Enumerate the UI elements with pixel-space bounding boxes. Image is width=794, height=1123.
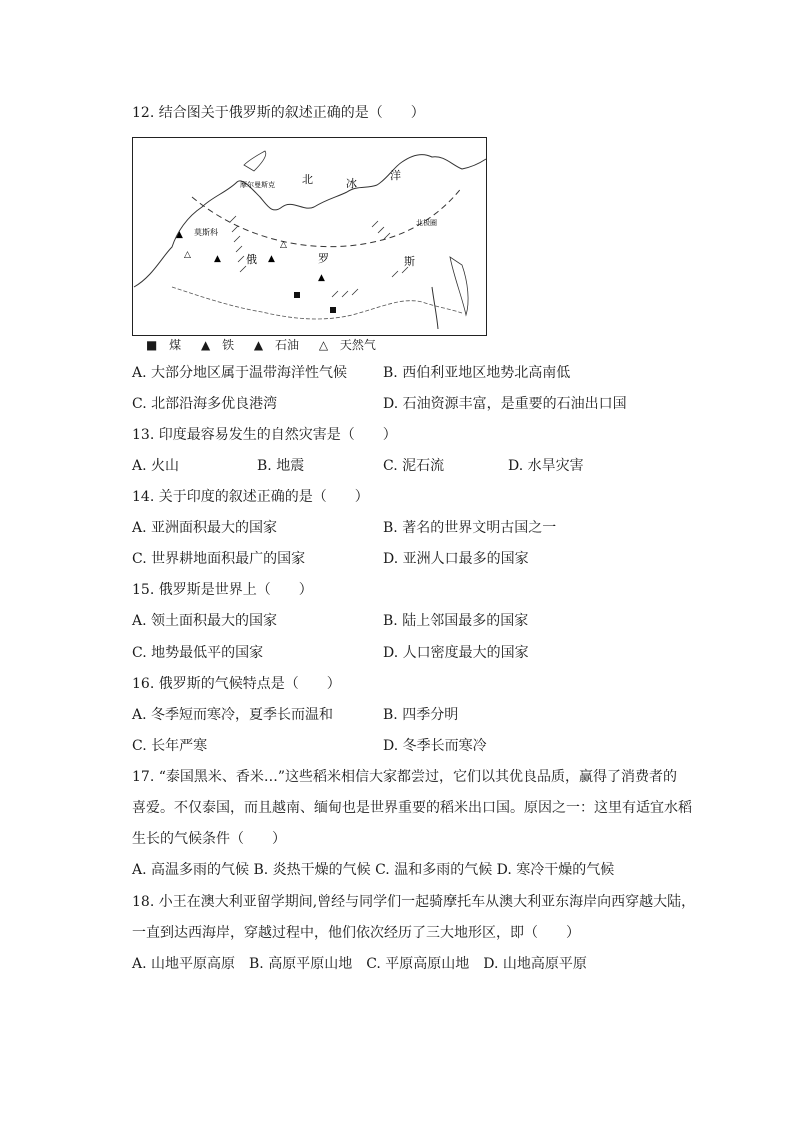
question-14-stem: 14. 关于印度的叙述正确的是（ ） [132,489,369,505]
q16-option-b[interactable]: B. 四季分明 [383,707,459,723]
question-12-stem: 12. 结合图关于俄罗斯的叙述正确的是（ ） [132,105,425,121]
oil-symbol: ▲ [268,254,275,264]
q12-option-d[interactable]: D. 石油资源丰富，是重要的石油出口国 [383,396,627,412]
gas-symbol: △ [184,250,191,260]
q14-option-a[interactable]: A. 亚洲面积最大的国家 [132,520,278,536]
legend-coal: ■ 煤 [146,338,182,352]
question-15-stem: 15. 俄罗斯是世界上（ ） [132,582,313,598]
map-label-e: 俄 [246,253,257,266]
question-13-stem: 13. 印度最容易发生的自然灾害是（ ） [132,427,397,443]
q17-options[interactable]: A. 高温多雨的气候 B. 炎热干燥的气候 C. 温和多雨的气候 D. 寒冷干燥的气候 [132,862,615,878]
question-17-line-3: 生长的气候条件（ ） [132,831,286,847]
q14-option-d[interactable]: D. 亚洲人口最多的国家 [383,551,529,567]
coal-symbol [294,292,300,298]
oil-symbol: ▲ [318,273,325,283]
question-16-stem: 16. 俄罗斯的气候特点是（ ） [132,676,341,692]
coal-symbol [330,307,336,313]
map-label-ocean: 洋 [390,169,401,182]
q13-option-d[interactable]: D. 水旱灾害 [508,458,584,474]
q12-option-c[interactable]: C. 北部沿海多优良港湾 [132,396,278,412]
q13-option-a[interactable]: A. 火山 [132,458,180,474]
oil-symbol: ▲ [214,254,221,264]
question-17-line-2: 喜爱。不仅泰国，而且越南、缅甸也是世界重要的稻米出口国。原因之一：这里有适宜水稻 [132,800,692,816]
russia-map [132,137,487,336]
map-label-luo: 罗 [318,252,329,265]
question-17-line-1: 17. “泰国黑米、香米…”这些稻米相信大家都尝过，它们以其优良品质，赢得了消费者的 [132,769,678,785]
q16-option-a[interactable]: A. 冬季短而寒冷，夏季长而温和 [132,707,334,723]
q13-option-b[interactable]: B. 地震 [257,458,305,474]
map-label-murmansk: 摩尔曼斯克 [240,181,275,189]
question-18-line-2: 一直到达西海岸，穿越过程中，他们依次经历了三大地形区，即（ ） [132,925,580,941]
map-label-ice: 冰 [346,177,357,190]
gas-triangle-icon: △ [318,338,329,352]
coal-square-icon: ■ [146,338,158,352]
q12-option-b[interactable]: B. 西伯利亚地区地势北高南低 [383,365,571,381]
q15-option-b[interactable]: B. 陆上邻国最多的国家 [383,613,529,629]
iron-triangle-icon: ▲ [201,338,211,352]
q15-option-d[interactable]: D. 人口密度最大的国家 [383,645,529,661]
q15-option-c[interactable]: C. 地势最低平的国家 [132,645,264,661]
map-label-si: 斯 [404,255,415,268]
map-label-arctic-circle: 北极圈 [416,219,437,227]
map-label-north: 北 [302,173,313,186]
q13-option-c[interactable]: C. 泥石流 [383,458,445,474]
q18-options[interactable]: A. 山地平原高原 B. 高原平原山地 C. 平原高原山地 D. 山地高原平原 [132,956,587,972]
legend-oil: ▲ 石油 [253,338,299,352]
q14-option-b[interactable]: B. 著名的世界文明古国之一 [383,520,557,536]
map-legend [146,337,392,353]
q16-option-c[interactable]: C. 长年严寒 [132,738,208,754]
legend-gas: △ 天然气 [318,338,376,352]
q15-option-a[interactable]: A. 领土面积最大的国家 [132,613,278,629]
oil-triangle-icon: ▲ [253,338,264,352]
q16-option-d[interactable]: D. 冬季长而寒冷 [383,738,487,754]
iron-symbol: ▲ [176,230,183,240]
gas-symbol: △ [280,240,287,250]
q12-option-a[interactable]: A. 大部分地区属于温带海洋性气候 [132,365,348,381]
question-18-line-1: 18. 小王在澳大利亚留学期间,曾经与同学们一起骑摩托车从澳大利亚东海岸向西穿越大陆， [132,894,696,910]
q14-option-c[interactable]: C. 世界耕地面积最广的国家 [132,551,306,567]
legend-iron: ▲ 铁 [201,338,235,352]
map-label-moscow: 莫斯科 [194,228,218,237]
